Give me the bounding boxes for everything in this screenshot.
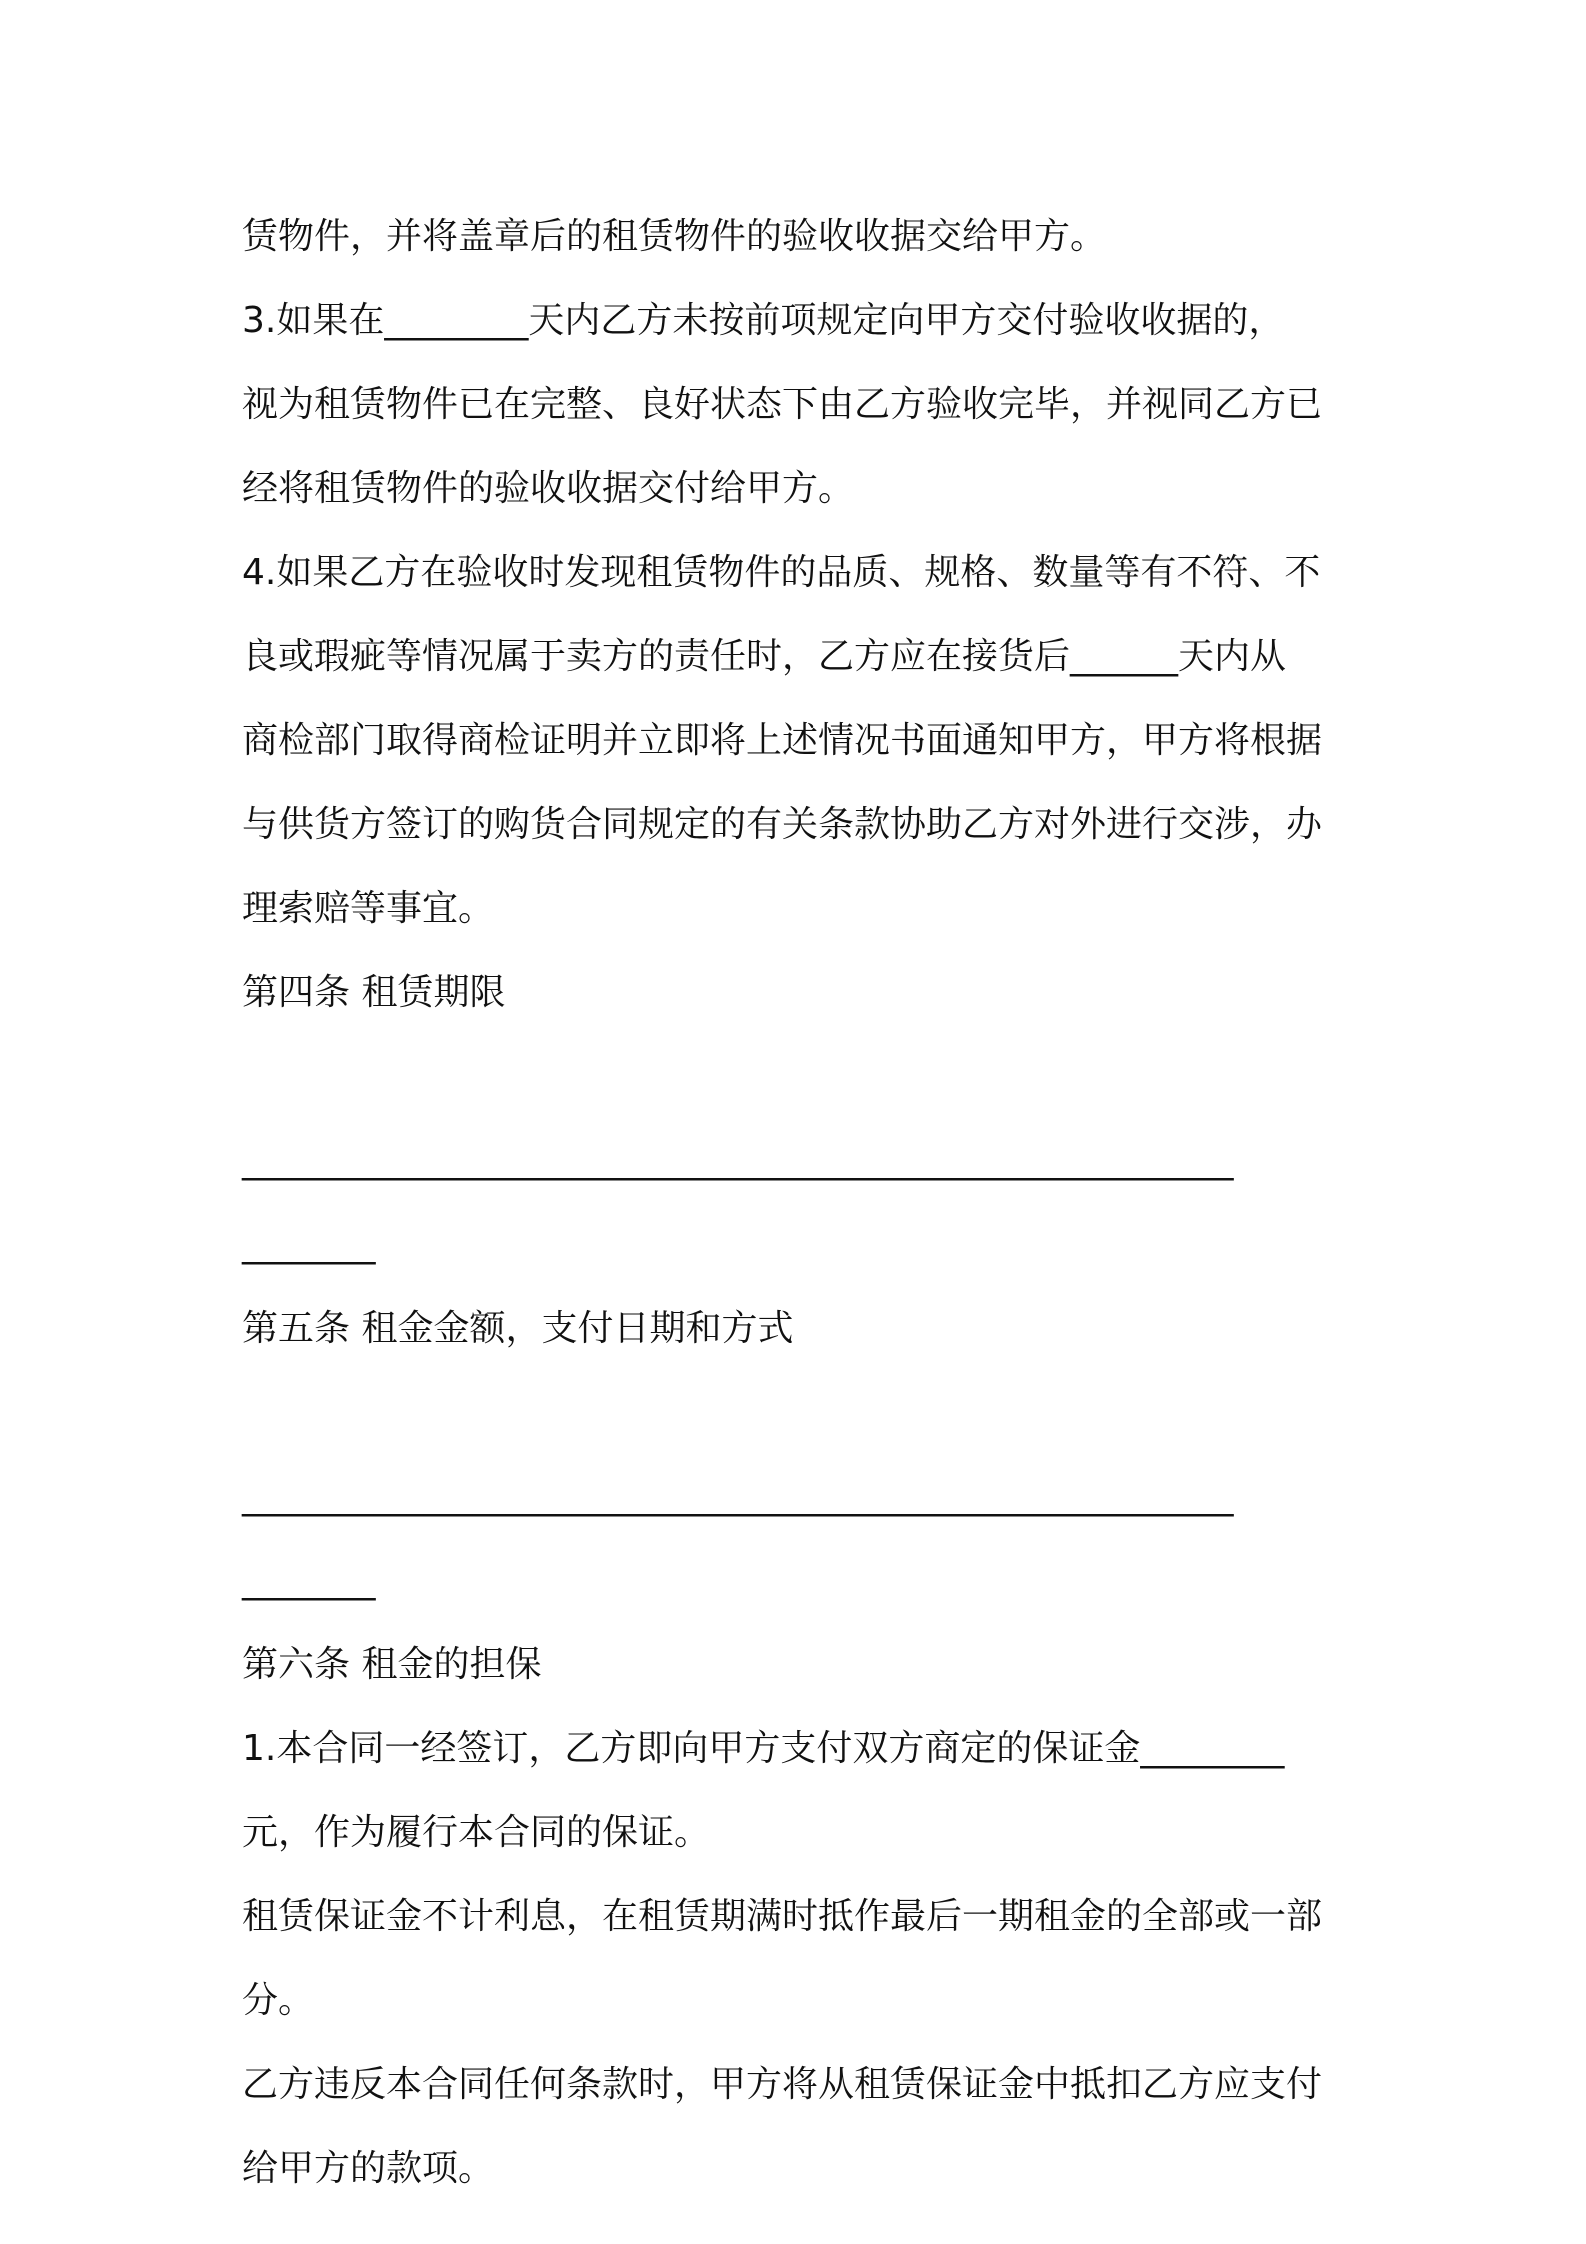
text-line: 给甲方的款项。	[242, 2148, 495, 2189]
text-line: 与供货方签订的购货合同规定的有关条款协助乙方对外进行交涉，办	[242, 804, 1323, 845]
text-line: 乙方违反本合同任何条款时，甲方将从租赁保证金中抵扣乙方应支付	[242, 2064, 1323, 2105]
text-line: 元，作为履行本合同的保证。	[242, 1812, 711, 1853]
fill-in-blank: ________	[242, 1560, 374, 1601]
text-line: 经将租赁物件的验收收据交付给甲方。	[242, 468, 855, 509]
section-heading-4: 第四条 租赁期限	[242, 972, 506, 1013]
text-line: 1.本合同一经签订，乙方即向甲方支付双方商定的保证金________	[242, 1728, 1285, 1769]
text-line: 视为租赁物件已在完整、良好状态下由乙方验收完毕，并视同乙方已	[242, 384, 1323, 425]
document-body	[242, 195, 1362, 2211]
fill-in-blank: ____________________________________________________________	[242, 1476, 1232, 1517]
fill-in-blank: ____________________________________________________________	[242, 1140, 1232, 1181]
text-line: 租赁保证金不计利息，在租赁期满时抵作最后一期租金的全部或一部	[242, 1896, 1323, 1937]
text-line: 理索赔等事宜。	[242, 888, 495, 929]
text-line: 3.如果在________天内乙方未按前项规定向甲方交付验收收据的，	[242, 300, 1285, 341]
text-line: 商检部门取得商检证明并立即将上述情况书面通知甲方，甲方将根据	[242, 720, 1323, 761]
text-line: 分。	[242, 1980, 315, 2021]
text-line: 良或瑕疵等情况属于卖方的责任时，乙方应在接货后______天内从	[242, 636, 1287, 677]
text-line: 4.如果乙方在验收时发现租赁物件的品质、规格、数量等有不符、不	[242, 552, 1321, 593]
section-heading-5: 第五条 租金金额，支付日期和方式	[242, 1308, 794, 1349]
blank-line	[242, 1035, 1362, 1119]
section-heading-6: 第六条 租金的担保	[242, 1644, 542, 1685]
fill-in-blank: ________	[242, 1224, 374, 1265]
text-line: 赁物件，并将盖章后的租赁物件的验收收据交给甲方。	[242, 216, 1107, 257]
blank-line	[242, 1371, 1362, 1455]
